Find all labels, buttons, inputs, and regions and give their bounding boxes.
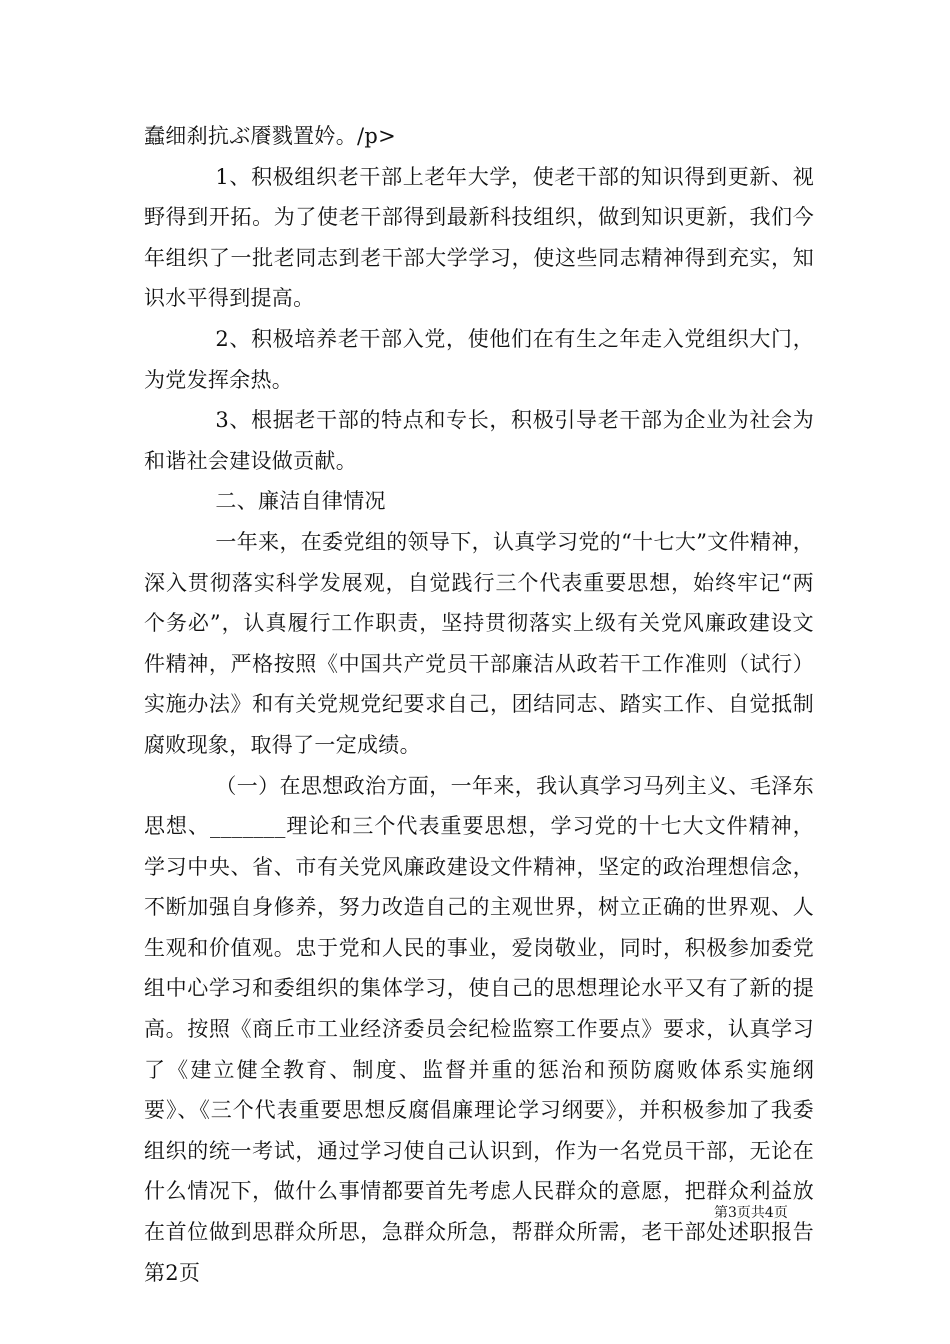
document-body xyxy=(144,116,814,1293)
paragraph-integrity-intro: 一年来，在委党组的领导下，认真学习党的“十七大”文件精神，深入贯彻落实科学发展观，自觉践行三个代表重要思想，始终牢记“两个务必”，认真履行工作职责，坚持贯彻落实上级有关党风廉政建设文件精神，严格按照《中国共产党员干部廉洁从政若干工作准则（试行）实施办法》和有关党规党纪要求自己，团结同志、踏实工作、自觉抵制腐败现象，取得了一定成绩。 xyxy=(144,529,814,757)
paragraph-item-2: 2、积极培养老干部入党，使他们在有生之年走入党组织大门，为党发挥余热。 xyxy=(144,326,814,392)
section-heading-integrity: 二、廉洁自律情况 xyxy=(215,489,386,514)
paragraph-item-1: 1、积极组织老干部上老年大学，使老干部的知识得到更新、视野得到开拓。为了使老干部得到最新科技组织，做到知识更新，我们今年组织了一批老同志到老干部大学学习，使这些同志精神得到充实，知识水平得到提高。 xyxy=(144,164,814,311)
page-number-footer: 第3页共4页 xyxy=(714,1205,788,1221)
paragraph-fragment: 蠢细刹抗ぶ餍戮置妗。/p> xyxy=(144,124,397,148)
paragraph-political-thought: （一）在思想政治方面，一年来，我认真学习马列主义、毛泽东思想、_______理论和三个代表重要思想，学习党的十七大文件精神，学习中央、省、市有关党风廉政建设文件精神，坚定的政治理想信念，不断加强自身修养，努力改造自己的主观世界，树立正确的世界观、人生观和价值观。忠于党和人民的事业，爱岗敬业，同时，积极参加委党组中心学习和委组织的集体学习，使自己的思想理论水平又有了新的提高。按照《商丘市工业经济委员会纪检监察工作要点》要求，认真学习了《建立健全教育、制度、监督并重的惩治和预防腐败体系实施纲要》、《三个代表重要思想反腐倡廉理论学习纲要》，并积极参加了我委组织的统一考试，通过学习使自己认识到，作为一名党员干部，无论在什么情况下，做什么事情都要首先考虑人民群众的意愿，把群众利益放在首位做到思群众所思，急群众所急，帮群众所需，老干部处述职报告第2页 xyxy=(144,773,814,1285)
paragraph-item-3: 3、根据老干部的特点和专长，积极引导老干部为企业为社会为和谐社会建设做贡献。 xyxy=(144,408,814,473)
